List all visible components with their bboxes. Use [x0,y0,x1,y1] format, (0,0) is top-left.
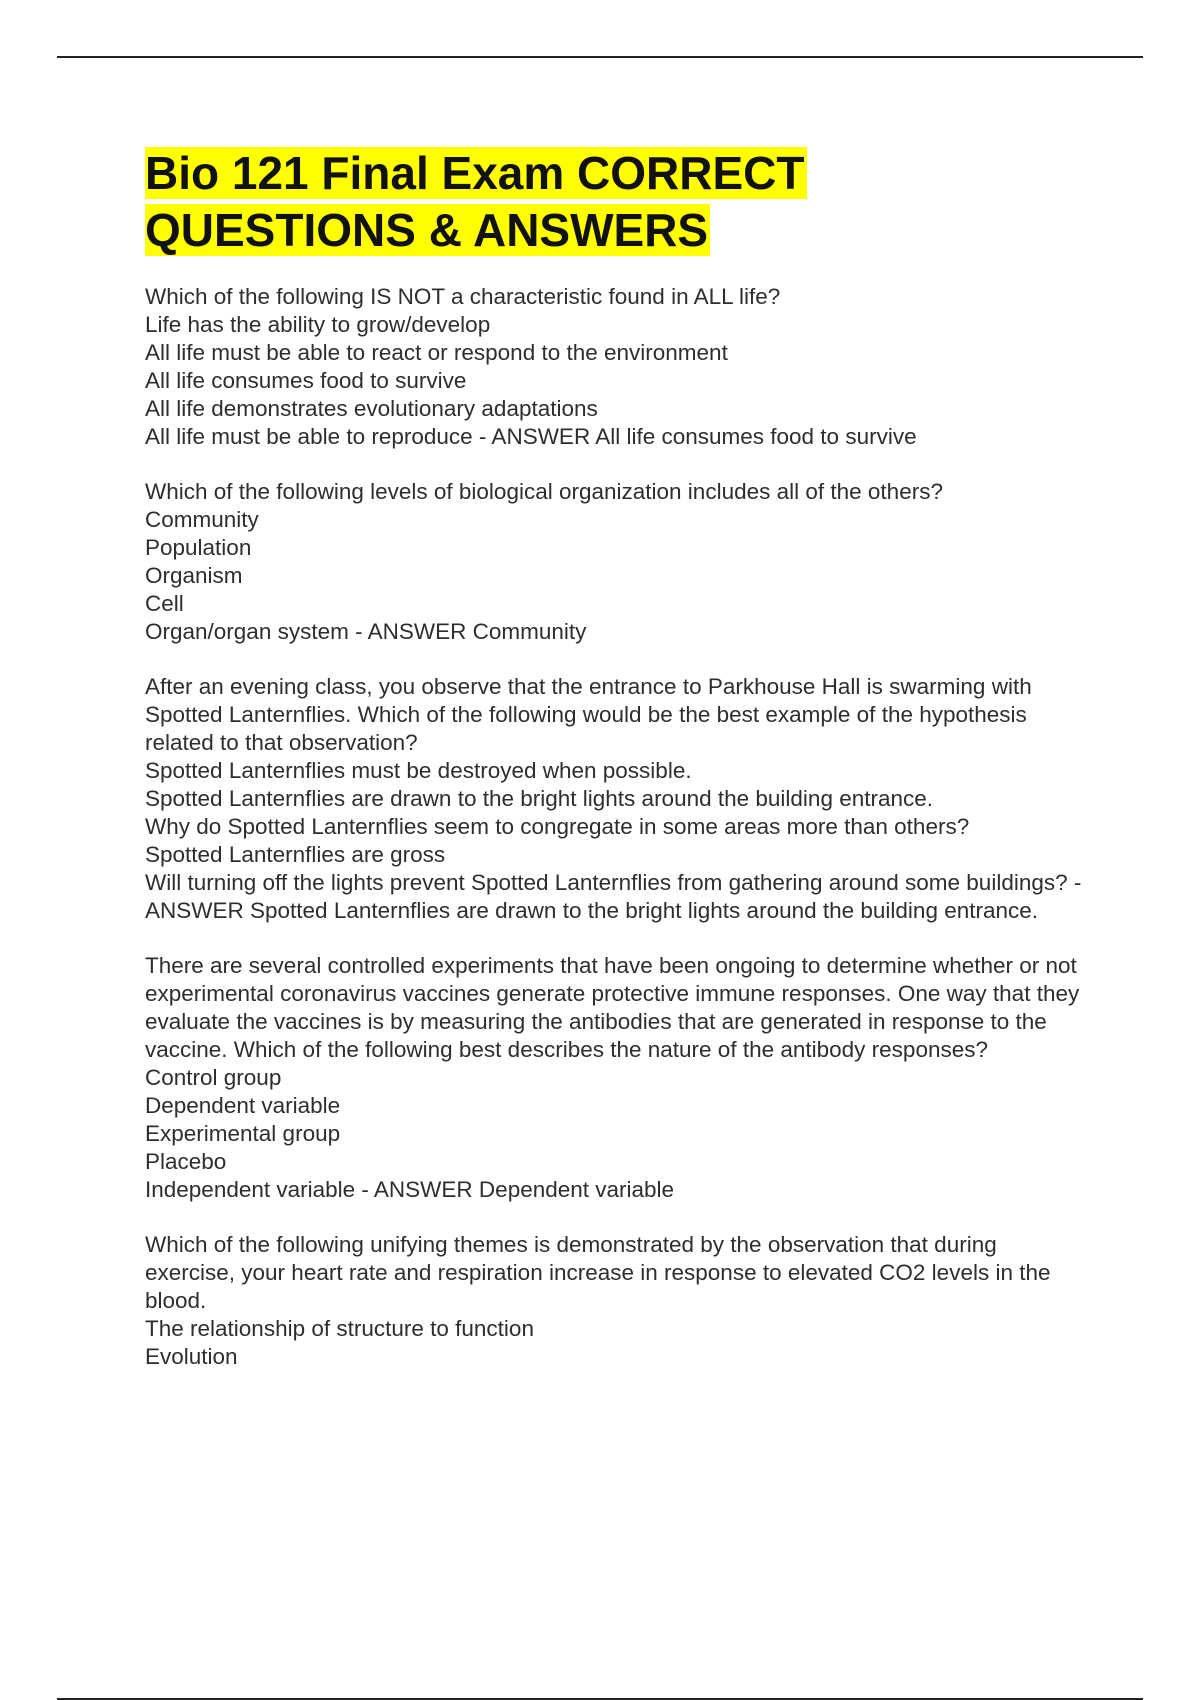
answer-option: Dependent variable [145,1093,341,1118]
question-text: After an evening class, you observe that the entrance to Parkhouse Hall is swarming with Spotted Lanternflies. Which of the following would be the best example of the hypothesis related to that observation? [145,674,1032,755]
answer-option: All life consumes food to survive [145,368,467,393]
top-rule [57,56,1143,58]
question-text: Which of the following IS NOT a characteristic found in ALL life? [145,284,781,309]
title-highlight: Bio 121 Final Exam CORRECT QUESTIONS & ANSWERS [145,147,805,256]
document-body [145,145,1085,1398]
question-block [145,673,1085,925]
question-text: Which of the following unifying themes is demonstrated by the observation that during exercise, your heart rate and respiration increase in response to elevated CO2 levels in the blood. [145,1232,1051,1313]
document-title [145,145,1085,259]
answer-option: All life demonstrates evolutionary adaptations [145,396,598,421]
answer-option: Why do Spotted Lanternflies seem to congregate in some areas more than others? [145,814,970,839]
answer-option: Spotted Lanternflies must be destroyed when possible. [145,758,692,783]
question-block [145,478,1085,646]
question-list [145,283,1085,1371]
answer-option: Placebo [145,1149,227,1174]
answer-option: Spotted Lanternflies are drawn to the bright lights around the building entrance. [145,786,934,811]
answer-option: The relationship of structure to function [145,1316,534,1341]
answer-option: Life has the ability to grow/develop [145,312,491,337]
question-block [145,283,1085,451]
answer-option: Organism [145,563,243,588]
question-block [145,1231,1085,1371]
answer-option: All life must be able to reproduce - ANSWER All life consumes food to survive [145,424,917,449]
answer-option: Will turning off the lights prevent Spotted Lanternflies from gathering around some buildings? - ANSWER Spotted Lanternflies are drawn to the bright lights around the building entrance. [145,870,1082,923]
answer-option: Experimental group [145,1121,341,1146]
question-text: Which of the following levels of biological organization includes all of the others? [145,479,943,504]
answer-option: Evolution [145,1344,238,1369]
question-block [145,952,1085,1204]
question-text: There are several controlled experiments that have been ongoing to determine whether or not experimental coronavirus vaccines generate protective immune responses. One way that they evaluate the vaccines is by measuring the antibodies that are generated in response to the vaccine. Which of the following best describes the nature of the antibody responses? [145,953,1080,1062]
answer-option: Cell [145,591,184,616]
answer-option: Spotted Lanternflies are gross [145,842,446,867]
answer-option: Community [145,507,259,532]
answer-option: All life must be able to react or respond to the environment [145,340,728,365]
answer-option: Control group [145,1065,282,1090]
answer-option: Population [145,535,252,560]
answer-option: Organ/organ system - ANSWER Community [145,619,587,644]
answer-option: Independent variable - ANSWER Dependent variable [145,1177,675,1202]
